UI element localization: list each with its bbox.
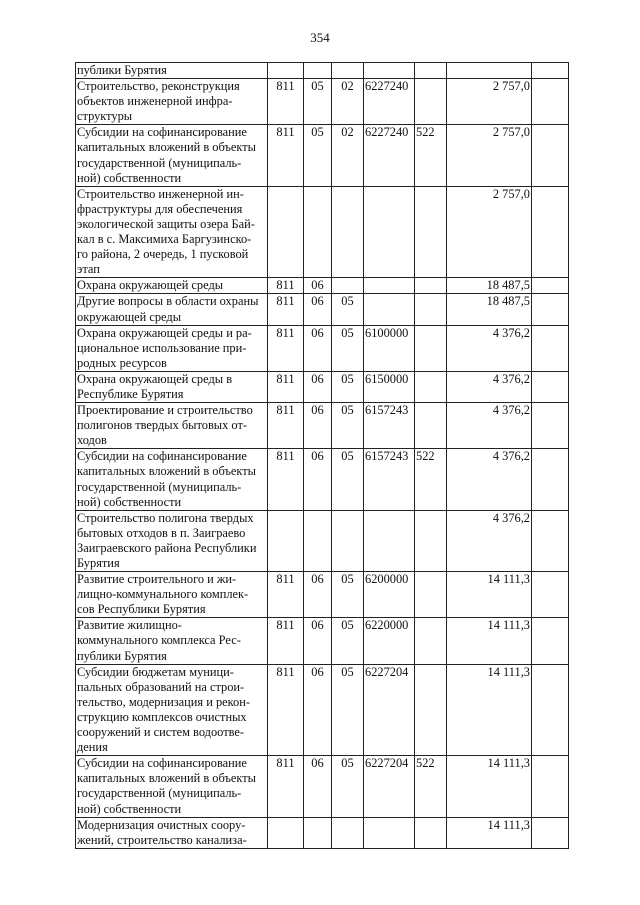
expense-type-code-cell <box>415 817 447 848</box>
amount-cell: 14 111,3 <box>447 572 532 618</box>
table-row <box>76 449 569 510</box>
section-code-cell: 06 <box>304 572 332 618</box>
target-code-cell: 6100000 <box>364 325 415 371</box>
row-name-cell: Охрана окружающей среды <box>76 278 268 294</box>
row-name-cell: Субсидии на софинансирование капитальных вложений в объекты государственной (муниципаль- ной) собственности <box>76 756 268 817</box>
row-name-cell: Другие вопросы в области охраны окружающей среды <box>76 294 268 325</box>
extra-column-cell <box>532 664 569 756</box>
expense-type-code-cell <box>415 403 447 449</box>
amount-cell: 14 111,3 <box>447 664 532 756</box>
page-number: 354 <box>310 30 330 45</box>
expense-type-code-cell <box>415 79 447 125</box>
target-code-cell: 6220000 <box>364 618 415 664</box>
subsection-code-cell <box>332 510 364 571</box>
expense-type-code-cell <box>415 186 447 278</box>
row-name-cell: Охрана окружающей среды и ра- циональное использование при- родных ресурсов <box>76 325 268 371</box>
row-name-cell: Охрана окружающей среды в Республике Бурятия <box>76 371 268 402</box>
table-row <box>76 618 569 664</box>
table-row <box>76 63 569 79</box>
table-row <box>76 294 569 325</box>
ved-code-cell: 811 <box>268 371 304 402</box>
target-code-cell: 6157243 <box>364 449 415 510</box>
ved-code-cell: 811 <box>268 403 304 449</box>
amount-cell: 14 111,3 <box>447 817 532 848</box>
extra-column-cell <box>532 817 569 848</box>
extra-column-cell <box>532 449 569 510</box>
table-row <box>76 817 569 848</box>
expense-type-code-cell <box>415 325 447 371</box>
amount-cell: 4 376,2 <box>447 371 532 402</box>
target-code-cell <box>364 817 415 848</box>
extra-column-cell <box>532 63 569 79</box>
amount-cell: 18 487,5 <box>447 278 532 294</box>
section-code-cell: 06 <box>304 325 332 371</box>
section-code-cell: 06 <box>304 449 332 510</box>
amount-cell: 14 111,3 <box>447 618 532 664</box>
subsection-code-cell: 05 <box>332 371 364 402</box>
target-code-cell <box>364 278 415 294</box>
subsection-code-cell: 05 <box>332 756 364 817</box>
section-code-cell <box>304 510 332 571</box>
section-code-cell <box>304 817 332 848</box>
target-code-cell: 6150000 <box>364 371 415 402</box>
expense-type-code-cell <box>415 294 447 325</box>
ved-code-cell <box>268 63 304 79</box>
row-name-cell: Развитие жилищно- коммунального комплекса Рес- публики Бурятия <box>76 618 268 664</box>
extra-column-cell <box>532 278 569 294</box>
row-name-cell: Развитие строительного и жи- лищно-коммунального комплек- сов Республики Бурятия <box>76 572 268 618</box>
amount-cell: 4 376,2 <box>447 403 532 449</box>
subsection-code-cell <box>332 278 364 294</box>
extra-column-cell <box>532 572 569 618</box>
target-code-cell <box>364 510 415 571</box>
ved-code-cell: 811 <box>268 664 304 756</box>
subsection-code-cell <box>332 186 364 278</box>
table-row <box>76 79 569 125</box>
amount-cell: 2 757,0 <box>447 125 532 186</box>
expense-type-code-cell: 522 <box>415 756 447 817</box>
extra-column-cell <box>532 618 569 664</box>
subsection-code-cell: 05 <box>332 572 364 618</box>
table-row <box>76 125 569 186</box>
subsection-code-cell: 05 <box>332 664 364 756</box>
section-code-cell: 06 <box>304 371 332 402</box>
ved-code-cell: 811 <box>268 278 304 294</box>
table-row <box>76 278 569 294</box>
expense-type-code-cell <box>415 371 447 402</box>
extra-column-cell <box>532 371 569 402</box>
amount-cell: 18 487,5 <box>447 294 532 325</box>
table-row <box>76 371 569 402</box>
target-code-cell: 6227240 <box>364 125 415 186</box>
extra-column-cell <box>532 294 569 325</box>
extra-column-cell <box>532 403 569 449</box>
ved-code-cell <box>268 817 304 848</box>
subsection-code-cell: 05 <box>332 325 364 371</box>
expense-type-code-cell: 522 <box>415 449 447 510</box>
ved-code-cell: 811 <box>268 125 304 186</box>
section-code-cell: 06 <box>304 618 332 664</box>
extra-column-cell <box>532 510 569 571</box>
target-code-cell: 6157243 <box>364 403 415 449</box>
target-code-cell <box>364 186 415 278</box>
expense-type-code-cell <box>415 664 447 756</box>
subsection-code-cell: 05 <box>332 294 364 325</box>
target-code-cell <box>364 294 415 325</box>
section-code-cell: 05 <box>304 79 332 125</box>
extra-column-cell <box>532 756 569 817</box>
row-name-cell: Субсидии на софинансирование капитальных вложений в объекты государственной (муниципаль- ной) собственности <box>76 449 268 510</box>
ved-code-cell: 811 <box>268 618 304 664</box>
subsection-code-cell: 05 <box>332 449 364 510</box>
table-row <box>76 572 569 618</box>
ved-code-cell: 811 <box>268 325 304 371</box>
subsection-code-cell <box>332 63 364 79</box>
expense-type-code-cell: 522 <box>415 125 447 186</box>
row-name-cell: Строительство инженерной ин- фраструктуры для обеспечения экологической защиты озера Бай- кал в с. Максимиха Баргузинско- го района, 2 очередь, 1 пусковой этап <box>76 186 268 278</box>
section-code-cell: 06 <box>304 664 332 756</box>
subsection-code-cell: 02 <box>332 125 364 186</box>
target-code-cell: 6227240 <box>364 79 415 125</box>
expense-type-code-cell <box>415 63 447 79</box>
table-row <box>76 664 569 756</box>
section-code-cell <box>304 186 332 278</box>
subsection-code-cell: 05 <box>332 618 364 664</box>
row-name-cell: Строительство полигона твердых бытовых отходов в п. Заиграево Заиграевского района Республики Бурятия <box>76 510 268 571</box>
ved-code-cell: 811 <box>268 79 304 125</box>
amount-cell: 4 376,2 <box>447 449 532 510</box>
ved-code-cell: 811 <box>268 294 304 325</box>
extra-column-cell <box>532 186 569 278</box>
subsection-code-cell: 05 <box>332 403 364 449</box>
target-code-cell: 6227204 <box>364 756 415 817</box>
row-name-cell: Модернизация очистных соору- жений, строительство канализа- <box>76 817 268 848</box>
target-code-cell: 6200000 <box>364 572 415 618</box>
row-name-cell: Проектирование и строительство полигонов твердых бытовых от- ходов <box>76 403 268 449</box>
subsection-code-cell: 02 <box>332 79 364 125</box>
section-code-cell: 06 <box>304 294 332 325</box>
section-code-cell: 06 <box>304 403 332 449</box>
ved-code-cell <box>268 510 304 571</box>
target-code-cell <box>364 63 415 79</box>
table-row <box>76 403 569 449</box>
expense-type-code-cell <box>415 572 447 618</box>
subsection-code-cell <box>332 817 364 848</box>
amount-cell: 4 376,2 <box>447 325 532 371</box>
expense-type-code-cell <box>415 618 447 664</box>
expense-type-code-cell <box>415 278 447 294</box>
section-code-cell <box>304 63 332 79</box>
extra-column-cell <box>532 325 569 371</box>
table-row <box>76 756 569 817</box>
table-row <box>76 325 569 371</box>
extra-column-cell <box>532 125 569 186</box>
row-name-cell: Субсидии на софинансирование капитальных вложений в объекты государственной (муниципаль- ной) собственности <box>76 125 268 186</box>
section-code-cell: 06 <box>304 278 332 294</box>
ved-code-cell: 811 <box>268 572 304 618</box>
ved-code-cell: 811 <box>268 756 304 817</box>
section-code-cell: 06 <box>304 756 332 817</box>
section-code-cell: 05 <box>304 125 332 186</box>
extra-column-cell <box>532 79 569 125</box>
row-name-cell: публики Бурятия <box>76 63 268 79</box>
expense-type-code-cell <box>415 510 447 571</box>
amount-cell: 2 757,0 <box>447 79 532 125</box>
ved-code-cell <box>268 186 304 278</box>
row-name-cell: Субсидии бюджетам муници- пальных образований на строи- тельство, модернизация и рекон- струкцию комплексов очистных сооружений и систем водоотве- дения <box>76 664 268 756</box>
row-name-cell: Строительство, реконструкция объектов инженерной инфра- структуры <box>76 79 268 125</box>
amount-cell: 4 376,2 <box>447 510 532 571</box>
table-row <box>76 510 569 571</box>
target-code-cell: 6227204 <box>364 664 415 756</box>
amount-cell <box>447 63 532 79</box>
ved-code-cell: 811 <box>268 449 304 510</box>
amount-cell: 2 757,0 <box>447 186 532 278</box>
budget-table <box>75 62 569 849</box>
amount-cell: 14 111,3 <box>447 756 532 817</box>
table-row <box>76 186 569 278</box>
